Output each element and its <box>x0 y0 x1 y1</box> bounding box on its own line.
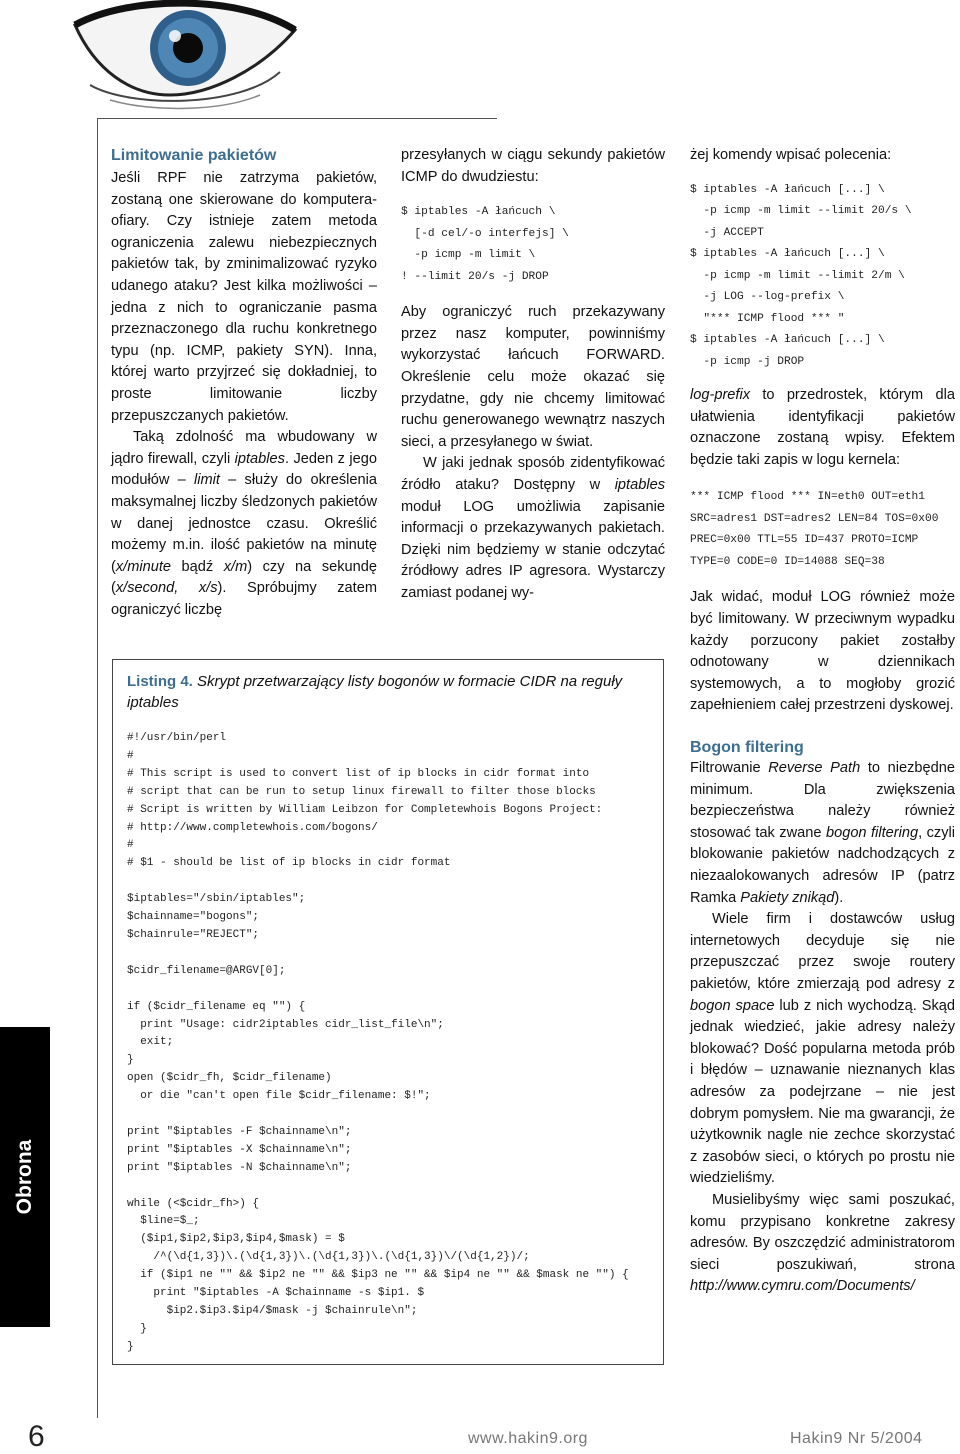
listing-caption: Listing 4. Skrypt przetwarzający listy bogonów w formacie CIDR na reguły iptables <box>127 673 623 711</box>
section-heading-bogon: Bogon filtering <box>690 739 804 757</box>
footer-issue: Hakin9 Nr 5/2004 <box>790 1430 923 1447</box>
column-1 <box>111 145 377 621</box>
top-rule <box>97 118 497 119</box>
section-heading-limiting: Limitowanie pakietów <box>111 147 277 164</box>
column-3 <box>690 145 955 1298</box>
paragraph: log-prefix to przedrostek, którym dla ułatwienia identyfikacji pakietów oznaczone zostaną wpisy. Efektem będzie taki zapis w logu kernela: <box>690 387 955 468</box>
eye-icon <box>70 0 300 110</box>
section-tab-label: Obrona <box>13 1139 36 1215</box>
paragraph: W jaki jednak sposób zidentyfikować źródło ataku? Dostępny w iptables moduł LOG umożliwia zapisanie informacji o przekazywanych pakietach. Dzięki nim będziemy w stanie odczytać źródłowy adres IP agresora. Wystarczy zamiast podanej wy- <box>401 455 665 601</box>
paragraph: przesyłanych w ciągu sekundy pakietów ICMP do dwudziestu: <box>401 147 665 185</box>
log-output: *** ICMP flood *** IN=eth0 OUT=eth1 SRC=adres1 DST=adres2 LEN=84 TOS=0x00 PREC=0x00 TTL=55 ID=437 PROTO=ICMP TYPE=0 CODE=0 ID=14088 SEQ=38 <box>690 491 939 568</box>
paragraph: Taką zdolność ma wbudowany w jądro firewall, czyli iptables. Jeden z jego modułów – limit – służy do określenia maksymalnej liczby śledzonych pakietów w danej jednostce czasu. Określić możemy m.in. ilość pakietów na minutę (x/minute bądź x/m) czy na sekundę (x/second, x/s). Spróbujmy zatem ograniczyć liczbę <box>111 429 377 618</box>
listing-code: #!/usr/bin/perl # # This script is used to convert list of ip blocks in cidr format into # script that can be run to setup linux firewall to filter those blocks # Script is written by William Leibzon for Completewhois Bogons Project: # http://www.completewhois.com/bogons/ # # $1 - should be list of ip blocks in cidr format $iptables="/sbin/iptables"; $chainname="bogons"; $chainrule="REJECT"; $cidr_filename=@ARGV[0]; if ($cidr_filename eq "") { print "Usage: cidr2iptables cidr_list_file\n"; exit; } open ($cidr_fh, $cidr_filename) or die "can't open file $cidr_filename: $!"; print "$iptables -F $chainname\n"; print "$iptables -X $chainname\n"; print "$iptables -N $chainname\n"; while (<$cidr_fh>) { $line=$_; ($ip1,$ip2,$ip3,$ip4,$mask) = $ /^(\d{1,3})\.(\d{1,3})\.(\d{1,3})\.(\d{1,3})\/(\d{1,2})/; if ($ip1 ne "" && $ip2 ne "" && $ip3 ne "" && $ip4 ne "" && $mask ne "") { print "$iptables -A $chainname -s $ip1. $ $ip2.$ip3.$ip4/$mask -j $chainrule\n"; } } <box>127 732 629 1353</box>
page-number: 6 <box>28 1420 45 1453</box>
paragraph: Filtrowanie Reverse Path to niezbędne minimum. Dla zwiększenia bezpieczeństwa należy również stosować tak zwane bogon filtering, czyli blokowanie pakietów nadchodzących z niezaalokowanych adresów IP (patrz Ramka Pakiety znikąd). <box>690 760 956 906</box>
footer-site: www.hakin9.org <box>468 1430 588 1447</box>
paragraph: Jeśli RPF nie zatrzyma pakietów, zostaną one skierowane do komputera-ofiary. Czy istnieje zatem metoda ograniczenia zalewu niebezpiecznych pakietów tak, by zminimalizować ryzyko udanego ataku? Jest kilka możliwości – jedna z nich to ograniczanie pasma przeznaczonego dla ruchu konkretnego typu (np. ICMP, pakiety SYN). Inna, której warto przyjrzeć się dokładniej, to proste limitowanie liczby przepuszczanych pakietów. <box>111 170 377 424</box>
paragraph: Aby ograniczyć ruch przekazywany przez nasz komputer, powinniśmy wykorzystać łańcuch FORWARD. Określenie celu może okazać się przydatne, gdy nie chcemy limitować ruchu generowanego wewnątrz naszych sieci, a przesyłanego w świat. <box>401 304 665 450</box>
paragraph: żej komendy wpisać polecenia: <box>690 147 892 163</box>
paragraph: Musielibyśmy więc sami poszukać, komu przypisano konkretne zakresy adresów. By oszczędzić administratorom sieci poszukiwań, strona http://www.cymru.com/Documents/ <box>690 1191 955 1295</box>
column-2 <box>401 145 665 605</box>
paragraph: Wiele firm i dostawców usług internetowych decyduje się nie przepuszczać przez swoje routery pakietów, które zmierzają pod adresy z bogon space lub z nich wychodzą. Skąd jednak wiedzieć, jakie adresy należy blokować? Dość popularna metoda prób i błędów – uznawanie nieznanych klas adresów za podejrzane – nie jest dobrym pomysłem. Nie ma gwarancji, że użytkownik nagle nie zechce skorzystać z zasobów sieci, o których po prostu nie wiedzieliśmy. <box>690 911 955 1187</box>
left-rule <box>97 118 98 1418</box>
paragraph: Jak widać, moduł LOG również może być limitowany. W przeciwnym wypadku każdy porzucony pakiet zostałby odnotowany w dziennikach systemowych, a to mogłoby grozić zapełnieniem całej przestrzeni dyskowej. <box>690 589 955 714</box>
section-tab <box>0 1027 50 1327</box>
code-snippet: $ iptables -A łańcuch [...] \ -p icmp -m limit --limit 20/s \ -j ACCEPT $ iptables -A łańcuch [...] \ -p icmp -m limit --limit 2/m \ -j LOG --log-prefix \ "*** ICMP flood *** " $ iptables -A łańcuch [...] \ -p icmp -j DROP <box>690 183 912 368</box>
eye-illustration <box>70 0 300 110</box>
code-snippet: $ iptables -A łańcuch \ [-d cel/-o interfejs] \ -p icmp -m limit \ ! --limit 20/s -j DROP <box>401 206 569 283</box>
